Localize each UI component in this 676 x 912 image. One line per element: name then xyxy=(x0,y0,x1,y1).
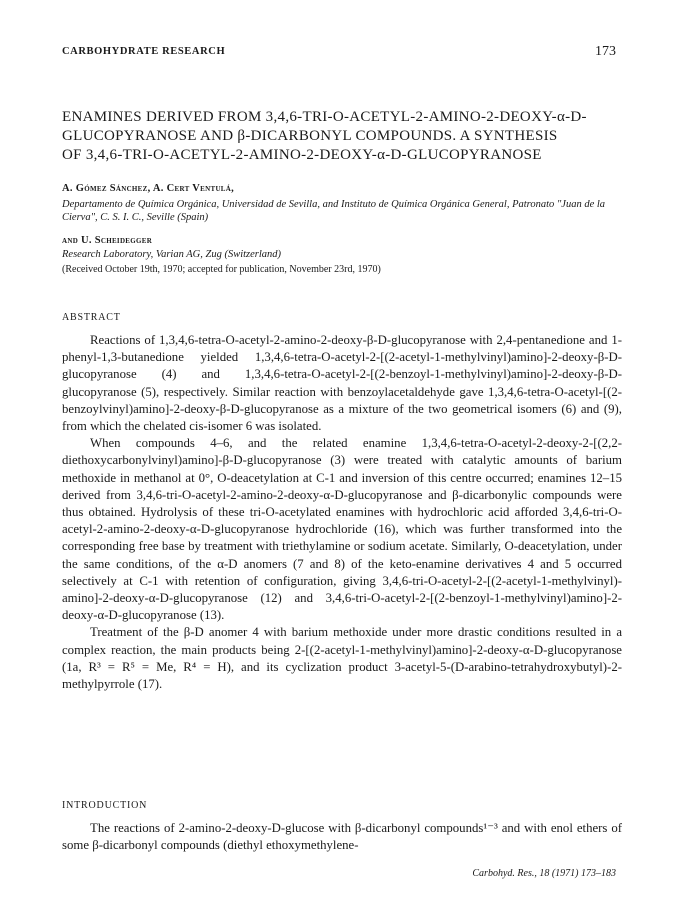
running-head xyxy=(62,46,616,64)
author-names-1: A. Gómez Sánchez, A. Cert Ventulá, xyxy=(62,183,235,194)
introduction-heading: INTRODUCTION xyxy=(62,800,148,811)
abstract-paragraph-2: When compounds 4–6, and the related enamine 1,3,4,6-tetra-O-acetyl-2-deoxy-2-[(2,2-diethoxycarbonylvinyl)amino]-β-D-glucopyranose (3) were treated with catalytic amounts of barium methoxide in methanol at 0°, O-deacetylation at C-1 and inversion of this centre occurred; enamines 12–15 derived from 3,4,6-tri-O-acetyl-2-amino-2-deoxy-α-D-glucopyranose and β-dicarbonylic compounds were thus obtained. Hydrolysis of these tri-O-acetylated enamines with hydrochloric acid afforded 3,4,6-tri-O-acetyl-2-amino-2-deoxy-α-D-glucopyranose hydrochloride (16), which was further transformed into the corresponding free base by treatment with triethylamine or sodium acetate. Similarly, O-deacetylation, under the same conditions, of the α-D anomers (7 and 8) of the keto-enamine derivatives 4 and 5 occurred selectively at C-1 with retention of configuration, giving 3,4,6-tri-O-acetyl-2-[(2-acetyl-1-methylvinyl)-amino]-2-deoxy-α-D-glucopyranose (12) and 3,4,6-tri-O-acetyl-2-[(2-benzoyl-1-methylvinyl)amino]-2-deoxy-α-D-glucopyranose (13). xyxy=(62,436,622,623)
abstract-heading: ABSTRACT xyxy=(62,312,121,323)
journal-citation: Carbohyd. Res., 18 (1971) 173–183 xyxy=(472,868,616,879)
page-number: 173 xyxy=(595,44,616,59)
title-line-2: GLUCOPYRANOSE AND β-DICARBONYL COMPOUNDS. A SYNTHESIS xyxy=(62,128,558,144)
received-dates: (Received October 19th, 1970; accepted for publication, November 23rd, 1970) xyxy=(62,264,381,275)
article-title xyxy=(62,108,622,165)
journal-name: CARBOHYDRATE RESEARCH xyxy=(62,46,226,57)
affiliation-2: Research Laboratory, Varian AG, Zug (Switzerland) xyxy=(62,249,282,260)
abstract-paragraph-3: Treatment of the β-D anomer 4 with barium methoxide under more drastic conditions resulted in a complex reaction, the main products being 2-[(2-acetyl-1-methylvinyl)amino]-2-deoxy-α-D-glucopyranose (1a, R³ = R⁵ = Me, R⁴ = H), and its cyclization product 3-acetyl-5-(D-arabino-tetrahydroxybutyl)-2-methylpyrrole (17). xyxy=(62,625,622,692)
introduction-body xyxy=(62,820,622,854)
introduction-paragraph-1: The reactions of 2-amino-2-deoxy-D-glucose with β-dicarbonyl compounds¹⁻³ and with enol ethers of some β-dicarbonyl compounds (diethyl ethoxymethylene- xyxy=(62,821,622,853)
abstract-paragraph-1: Reactions of 1,3,4,6-tetra-O-acetyl-2-amino-2-deoxy-β-D-glucopyranose with 2,4-pentanedione and 1-phenyl-1,3-butanedione yielded 1,3,4,6-tetra-O-acetyl-2-[(2-acetyl-1-methylvinyl)amino]-2-deoxy-β-D-glucopyranose (4) and 1,3,4,6-tetra-O-acetyl-2-[(2-benzoyl-1-methylvinyl)amino]-2-deoxy-β-D-glucopyranose (5), respectively. Similar reaction with benzoylacetaldehyde gave 1,3,4,6-tetra-O-acetyl-[(2-benzoylvinyl)amino]-2-deoxy-β-D-glucopyranose as a mixture of the two geometrical isomers (6) and (9), from which the chelated cis-isomer 6 was isolated. xyxy=(62,333,622,434)
title-line-1: ENAMINES DERIVED FROM 3,4,6-TRI-O-ACETYL-2-AMINO-2-DEOXY-α-D- xyxy=(62,109,587,125)
author-names-2: and U. Scheidegger xyxy=(62,235,153,246)
affiliation-1: Departamento de Química Orgánica, Universidad de Sevilla, and Instituto de Química Orgánica General, Patronato "Juan de la Cierva", C. S. I. C., Seville (Spain) xyxy=(62,199,606,223)
author-block-2 xyxy=(62,234,622,277)
author-block-1 xyxy=(62,182,622,224)
abstract-body xyxy=(62,332,622,693)
title-line-3: OF 3,4,6-TRI-O-ACETYL-2-AMINO-2-DEOXY-α-D-GLUCOPYRANOSE xyxy=(62,147,542,163)
